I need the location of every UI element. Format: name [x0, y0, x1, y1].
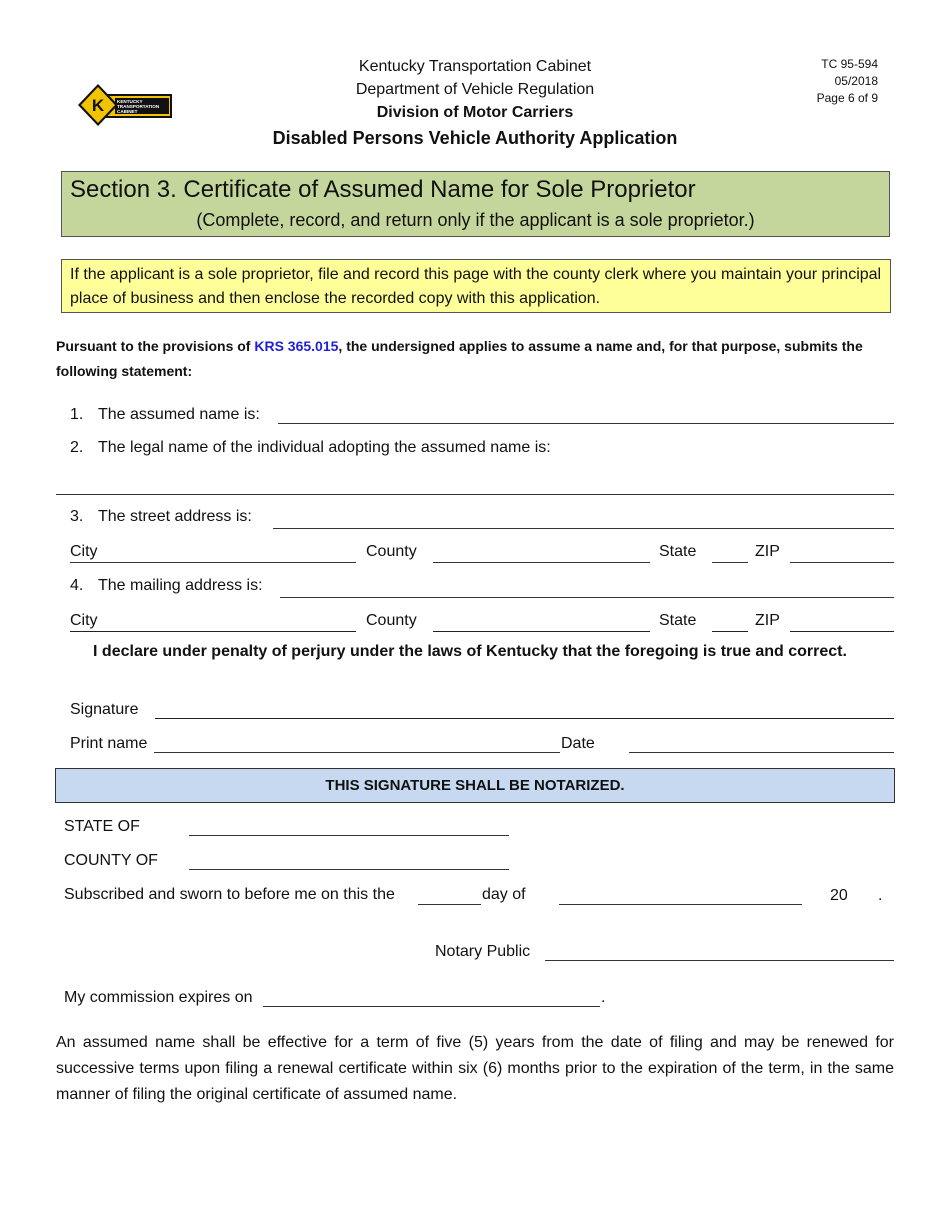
legal-name-field[interactable] [56, 494, 894, 495]
state-of-field[interactable] [189, 835, 509, 836]
year-period: . [878, 887, 883, 904]
logo-letter: K [91, 96, 105, 115]
mailing-zip-field[interactable] [790, 631, 894, 632]
item-4-label: The mailing address is: [98, 577, 263, 594]
mailing-county-label: County [366, 612, 417, 629]
form-date: 05/2018 [834, 74, 878, 88]
item-4-number: 4. [70, 577, 84, 594]
street-address-field[interactable] [273, 528, 894, 529]
street-county-label: County [366, 543, 417, 560]
form-title: Disabled Persons Vehicle Authority Application [272, 128, 678, 148]
sworn-day-field[interactable] [418, 904, 481, 905]
print-name-field[interactable] [154, 752, 560, 753]
footer-note: An assumed name shall be effective for a term of five (5) years from the date of filing and may be renewed for successive terms upon filing a renewal certificate within six (6) months prior to the expiration of the term, in the same manner of filing the original certificate of assumed name. [56, 1034, 894, 1103]
signature-field[interactable] [155, 718, 894, 719]
section-header [61, 171, 890, 237]
notary-banner: THIS SIGNATURE SHALL BE NOTARIZED. [55, 768, 895, 803]
mailing-state-field[interactable] [712, 631, 748, 632]
item-3-label: The street address is: [98, 508, 252, 525]
print-name-label: Print name [70, 735, 148, 752]
item-2-label: The legal name of the individual adopting the assumed name is: [98, 439, 551, 456]
commission-label: My commission expires on [64, 989, 253, 1006]
street-city-label: City [70, 543, 98, 560]
logo-text: KENTUCKY TRANSPORTATION CABINET [117, 99, 160, 114]
mailing-city-label: City [70, 612, 98, 629]
county-of-field[interactable] [189, 869, 509, 870]
day-of-label: day of [482, 886, 526, 903]
year-prefix: 20 [830, 887, 848, 904]
division-name: Division of Motor Carriers [376, 104, 574, 121]
mailing-address-field[interactable] [280, 597, 894, 598]
item-1-label: The assumed name is: [98, 406, 260, 423]
department-name: Department of Vehicle Regulation [355, 81, 595, 98]
street-zip-label: ZIP [755, 543, 780, 560]
state-of-label: STATE OF [64, 818, 140, 835]
notary-public-label: Notary Public [435, 943, 531, 960]
perjury-declaration: I declare under penalty of perjury under the laws of Kentucky that the foregoing is true and correct. [93, 643, 847, 660]
section-subtitle: (Complete, record, and return only if the applicant is a sole proprietor.) [196, 210, 755, 230]
statement [56, 334, 896, 384]
form-id-block [817, 56, 878, 107]
mailing-zip-label: ZIP [755, 612, 780, 629]
agency-name: Kentucky Transportation Cabinet [358, 58, 592, 75]
notice-box [61, 259, 891, 313]
statement-suffix: , the undersigned applies to assume a name and, for that purpose, submits the following statement: [56, 338, 863, 379]
commission-period: . [601, 989, 606, 1006]
item-1-number: 1. [70, 406, 84, 423]
mailing-county-field[interactable] [433, 631, 650, 632]
item-2-number: 2. [70, 439, 84, 456]
assumed-name-field[interactable] [278, 423, 894, 424]
county-of-label: COUNTY OF [64, 852, 158, 869]
date-field[interactable] [629, 752, 894, 753]
item-3-number: 3. [70, 508, 84, 525]
mailing-state-label: State [659, 612, 697, 629]
street-state-field[interactable] [712, 562, 748, 563]
sworn-month-field[interactable] [559, 904, 802, 905]
street-county-field[interactable] [433, 562, 650, 563]
commission-field[interactable] [263, 1006, 600, 1007]
mailing-city-field[interactable] [70, 631, 356, 632]
krs-link[interactable]: KRS 365.015 [254, 338, 339, 354]
notary-public-field[interactable] [545, 960, 894, 961]
street-zip-field[interactable] [790, 562, 894, 563]
signature-label: Signature [70, 701, 139, 718]
notice-text: If the applicant is a sole proprietor, file and record this page with the county clerk where you maintain your principal place of business and then enclose the recorded copy with this application. [70, 266, 882, 307]
statement-prefix: Pursuant to the provisions of [56, 338, 255, 354]
page-number: Page 6 of 9 [816, 91, 878, 105]
section-title: Section 3. Certificate of Assumed Name for Sole Proprietor [70, 176, 696, 203]
date-label: Date [561, 735, 595, 752]
form-number: TC 95-594 [821, 57, 878, 71]
street-city-field[interactable] [70, 562, 356, 563]
sworn-label: Subscribed and sworn to before me on this the [64, 886, 395, 903]
street-state-label: State [659, 543, 697, 560]
